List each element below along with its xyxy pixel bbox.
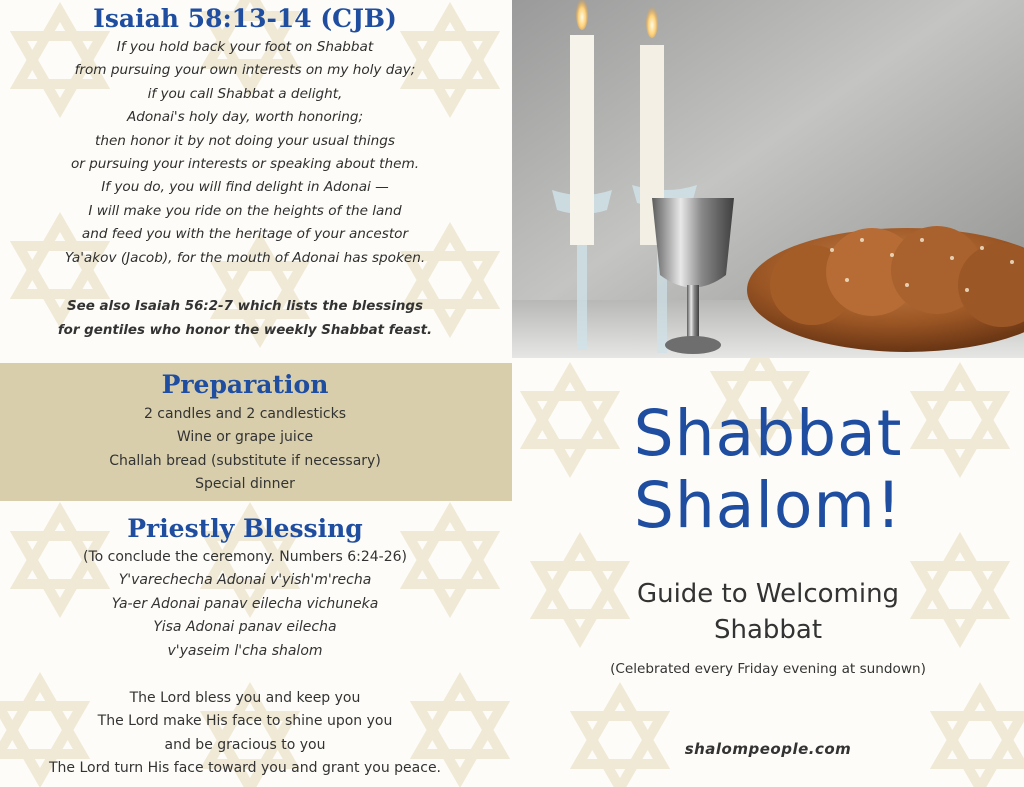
note-line: See also Isaiah 56:2-7 which lists the blessings	[67, 299, 423, 314]
isaiah-see-also-note	[0, 295, 490, 343]
subtitle-line: Shabbat	[713, 615, 823, 645]
preparation-item: 2 candles and 2 candlesticks	[143, 406, 347, 422]
verse-line: and feed you with the heritage of your ancestor	[81, 226, 409, 243]
verse-line: Adonai's holy day, worth honoring;	[126, 109, 364, 126]
preparation-item: Special dinner	[195, 476, 295, 493]
english-line: The Lord make His face to shine upon you	[97, 713, 393, 730]
verse-line: If you do, you will find delight in Adonai —	[101, 179, 389, 196]
preparation-heading: Preparation	[161, 370, 329, 399]
cover-subtitle	[512, 576, 1024, 648]
cover-title	[512, 398, 1024, 542]
priestly-blessing-heading: Priestly Blessing	[127, 514, 363, 543]
title-line: Shalom!	[633, 469, 903, 542]
subtitle-line: Guide to Welcoming	[636, 579, 900, 609]
cover-panel	[512, 0, 1024, 787]
preparation-item: Wine or grape juice	[176, 429, 314, 446]
priestly-blessing	[0, 546, 490, 663]
verse-line: I will make you ride on the heights of the land	[88, 202, 402, 219]
hebrew-line: Ya-er Adonai panav eilecha vichuneka	[111, 595, 379, 612]
preparation-box	[0, 363, 512, 501]
verse-line: from pursuing your own interests on my holy day;	[74, 62, 416, 79]
english-line: The Lord bless you and keep you	[129, 690, 361, 706]
verse-line: Ya'akov (Jacob), for the mouth of Adonai has spoken.	[64, 249, 426, 266]
english-line: and be gracious to you	[164, 736, 326, 753]
verse-line: or pursuing your interests or speaking about them.	[70, 156, 420, 173]
verse-line: if you call Shabbat a delight,	[147, 85, 343, 102]
hebrew-line: Y'varechecha Adonai v'yish'm'recha	[118, 572, 372, 589]
website-link[interactable]: shalompeople.com	[684, 740, 852, 758]
hebrew-line: Yisa Adonai panav eilecha	[153, 619, 337, 636]
preparation-item: Challah bread (substitute if necessary)	[109, 452, 381, 469]
verse-line: If you hold back your foot on Shabbat	[116, 39, 374, 55]
celebration-note: (Celebrated every Friday evening at sundown)	[610, 661, 926, 677]
isaiah-heading: Isaiah 58:13-14 (CJB)	[93, 4, 397, 33]
verse-line: then honor it by not doing your usual things	[95, 132, 395, 149]
isaiah-verse	[0, 36, 490, 270]
title-line: Shabbat	[633, 397, 903, 470]
preparation-list	[0, 403, 490, 497]
english-line: The Lord turn His face toward you and grant you peace.	[48, 760, 442, 777]
blessing-intro: (To conclude the ceremony. Numbers 6:24-26)	[82, 549, 407, 565]
note-line: for gentiles who honor the weekly Shabbat feast.	[57, 323, 433, 338]
hebrew-line: v'yaseim l'cha shalom	[167, 642, 323, 659]
blessing-english	[0, 687, 490, 781]
